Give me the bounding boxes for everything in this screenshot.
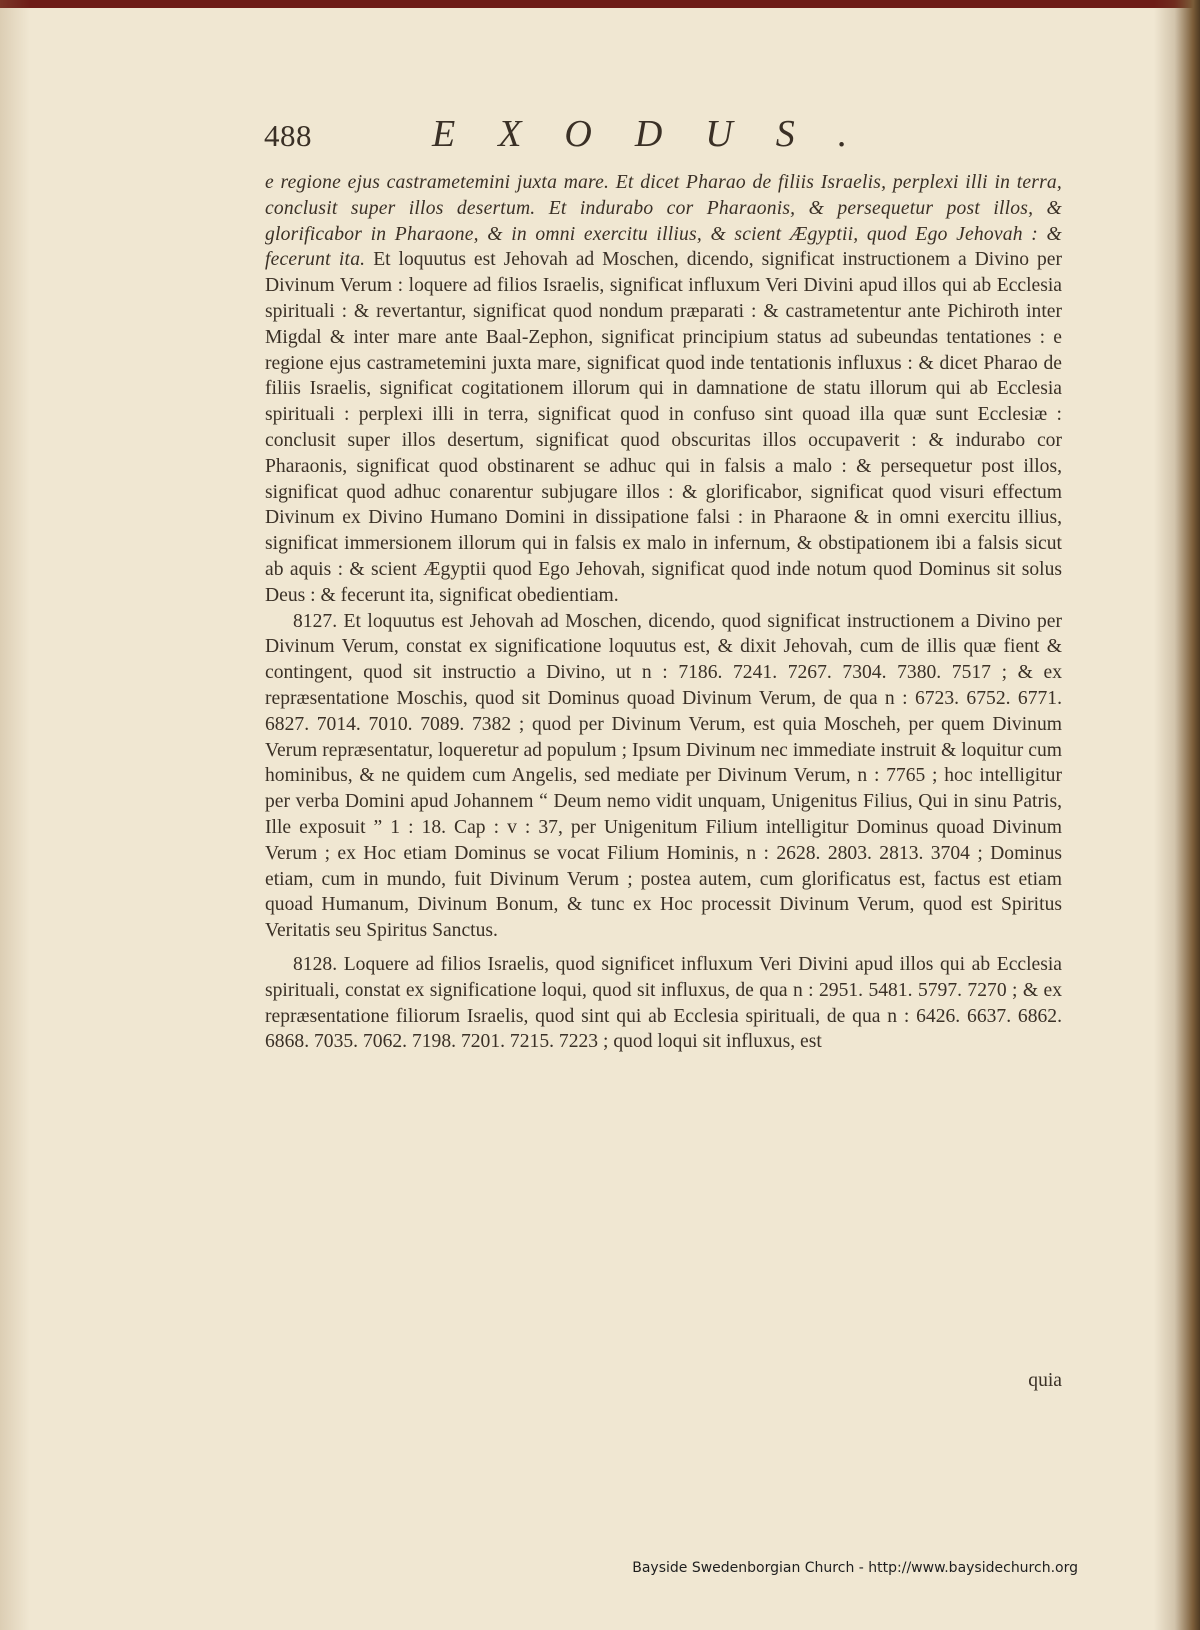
running-title: EXODUS. — [432, 113, 891, 155]
left-page-shade — [0, 0, 30, 1630]
page-body — [265, 170, 1062, 1055]
paragraph-summary — [265, 170, 1062, 609]
page-number: 488 — [264, 118, 312, 153]
top-edge-band — [0, 0, 1200, 8]
paragraph-8128: 8128. Loquere ad filios Israelis, quod significet influxum Veri Divini apud illos qui ab Ecclesia spirituali, constat ex significatione loqui, quod sit influxus, de qua n : 2951. 5481. 5797. 7270 ; & ex repræsentatione filiorum Israelis, quod sint qui ab Ecclesia spirituali, de qua n : 6426. 6637. 6862. 6868. 7035. 7062. 7198. 7201. 7215. 7223 ; quod loqui sit influxus, est — [265, 953, 1062, 1053]
paragraph-8127: 8127. Et loquutus est Jehovah ad Moschen, dicendo, quod significat instructionem a Divino per Divinum Verum, constat ex significatione loquutus est, & dixit Jehovah, cum de illis quæ fient & contingent, quod sit instructio a Divino, ut n : 7186. 7241. 7267. 7304. 7380. 7517 ; & ex repræsentatione Moschis, quod sit Dominus quoad Divinum Verum, de qua n : 6723. 6752. 6771. 6827. 7014. 7010. 7089. 7382 ; quod per Divinum Verum, est quia Moscheh, per quem Divinum Verum repræsentatur, loqueretur ad populum ; Ipsum Divinum nec immediate instruit & loquitur cum hominibus, & ne quidem cum Angelis, sed mediate per Divinum Verum, n : 7765 ; hoc intelligitur per verba Domini apud Johannem “ Deum nemo vidit unquam, Unigenitus Filius, Qui in sinu Patris, Ille exposuit ” 1 : 18. Cap : v : 37, per Unigenitum Filium intelligitur Dominus quoad Divinum Verum ; ex Hoc etiam Dominus se vocat Filium Hominis, n : 2628. 2803. 2813. 3704 ; Dominus etiam, cum in mundo, fuit Divinum Verum ; postea autem, cum glorificatus est, factus est etiam quoad Humanum, Divinum Bonum, & tunc ex Hoc processit Divinum Verum, quod est Spiritus Veritatis seu Spiritus Sanctus. — [265, 610, 1062, 942]
scripture-quotation: e regione ejus castrametemini juxta mare. Et dicet Pharao de filiis Israelis, perplexi illi in terra, conclusit super illos desertum. Et indurabo cor Pharaonis, & persequetur post illos, & glorificabor in Pharaone, & in omni exercitu illius, & scient Ægyptii, quod Ego Jehovah : & fecerunt ita. — [265, 172, 1062, 271]
catchword: quia — [1028, 1370, 1062, 1391]
summary-text: Et loquutus est Jehovah ad Moschen, dicendo, significat instructionem a Divino per Divinum Verum : loquere ad filios Israelis, significat influxum Veri Divini apud illos qui ab Ecclesia spirituali : & revertantur, significat quod nondum præparati : & castrametentur ante Pichiroth inter Migdal & inter mare ante Baal-Zephon, significat principium status ad subeundas tentationes : e regione ejus castrametemini juxta mare, significat quod inde tentationis influxus : & dicet Pharao de filiis Israelis, significat cogitationem illorum qui in damnatione de statu illorum qui ab Ecclesia spirituali : perplexi illi in terra, significat quod in confuso sint quoad illa quæ sunt Ecclesiæ : conclusit super illos desertum, significat quod obscuritas illos occupaverit : & indurabo cor Pharaonis, significat quod obstinarent se adhuc qui in falsis a malo : & persequetur post illos, significat quod adhuc conarentur subjugare illos : & glorificabor, significat quod visuri effectum Divinum ex Divino Humano Domini in dissipatione falsi : in Pharaone & in omni exercitu illius, significat immersionem illorum qui in falsis ex malo in infernum, & obstipationem ibi a falsis sicut ab aquis : & scient Ægyptii quod Ego Jehovah, significat quod inde notum quod Dominus sit solus Deus : & fecerunt ita, significat obedientiam. — [265, 249, 1062, 606]
page-header — [264, 112, 891, 162]
book-spine-edge — [1154, 0, 1200, 1630]
footer-credit: Bayside Swedenborgian Church - http://www.baysidechurch.org — [632, 1560, 1078, 1576]
